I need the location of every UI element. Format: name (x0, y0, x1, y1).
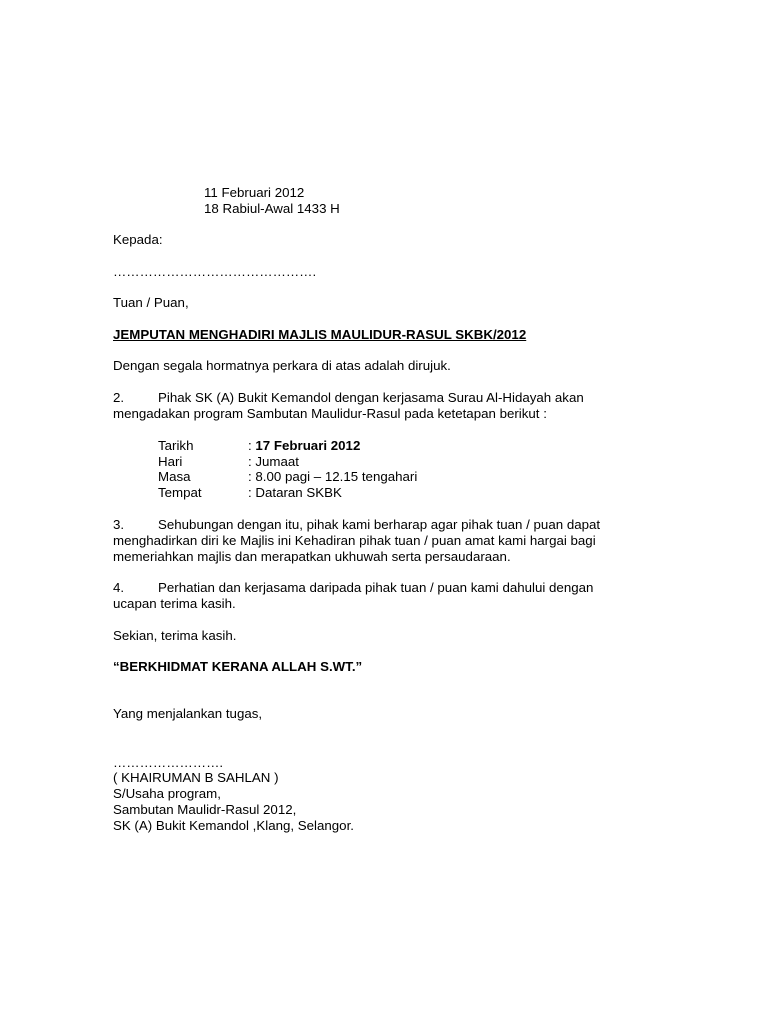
salutation: Tuan / Puan, (113, 295, 189, 310)
detail-row-tarikh (248, 438, 360, 454)
detail-separator: : (248, 454, 256, 469)
detail-label: Hari (158, 454, 183, 469)
paragraph-2-number: 2. (113, 390, 125, 405)
detail-value: Dataran SKBK (255, 485, 342, 500)
detail-value: Jumaat (255, 454, 299, 469)
subject-heading: JEMPUTAN MENGHADIRI MAJLIS MAULIDUR-RASUL SKBK/2012 (113, 327, 527, 342)
signatory-role: S/Usaha program, (113, 786, 221, 801)
date-gregorian: 11 Februari 2012 (204, 185, 305, 200)
motto: “BERKHIDMAT KERANA ALLAH S.WT.” (113, 659, 363, 674)
signoff: Yang menjalankan tugas, (113, 706, 263, 721)
closing-line: Sekian, terima kasih. (113, 628, 237, 643)
paragraph-4-line-1: Perhatian dan kerjasama daripada pihak tuan / puan kami dahului dengan (158, 580, 594, 595)
signature-line: ……………………. (113, 755, 224, 770)
detail-value: 17 Februari 2012 (255, 438, 361, 453)
detail-row-hari (248, 454, 299, 470)
paragraph-3-line-1: Sehubungan dengan itu, pihak kami berharap agar pihak tuan / puan dapat (158, 517, 601, 532)
paragraph-2-line-1: Pihak SK (A) Bukit Kemandol dengan kerjasama Surau Al-Hidayah akan (158, 390, 584, 405)
detail-row-masa (248, 469, 417, 485)
detail-row-tempat (248, 485, 342, 501)
detail-label: Tarikh (158, 438, 194, 453)
signatory-organization: SK (A) Bukit Kemandol ,Klang, Selangor. (113, 818, 354, 833)
paragraph-3-line-2: menghadirkan diri ke Majlis ini Kehadiran pihak tuan / puan amat kami hargai bagi (113, 533, 596, 548)
signatory-event: Sambutan Maulidr-Rasul 2012, (113, 802, 297, 817)
detail-separator: : (248, 438, 256, 453)
detail-separator: : (248, 485, 256, 500)
detail-label: Tempat (158, 485, 202, 500)
detail-label: Masa (158, 469, 191, 484)
paragraph-4-number: 4. (113, 580, 125, 595)
paragraph-2-line-2: mengadakan program Sambutan Maulidur-Rasul pada ketetapan berikut : (113, 406, 547, 421)
detail-value: 8.00 pagi – 12.15 tengahari (255, 469, 418, 484)
date-hijri: 18 Rabiul-Awal 1433 H (204, 201, 340, 216)
paragraph-4-line-2: ucapan terima kasih. (113, 596, 236, 611)
detail-separator: : (248, 469, 256, 484)
recipient-placeholder: ………………………………………. (113, 264, 317, 279)
paragraph-3-line-3: memeriahkan majlis dan merapatkan ukhuwah serta persaudaraan. (113, 549, 511, 564)
paragraph-1: Dengan segala hormatnya perkara di atas adalah dirujuk. (113, 358, 451, 373)
signatory-name: ( KHAIRUMAN B SAHLAN ) (113, 770, 279, 785)
recipient-label: Kepada: (113, 232, 163, 247)
paragraph-3-number: 3. (113, 517, 125, 532)
